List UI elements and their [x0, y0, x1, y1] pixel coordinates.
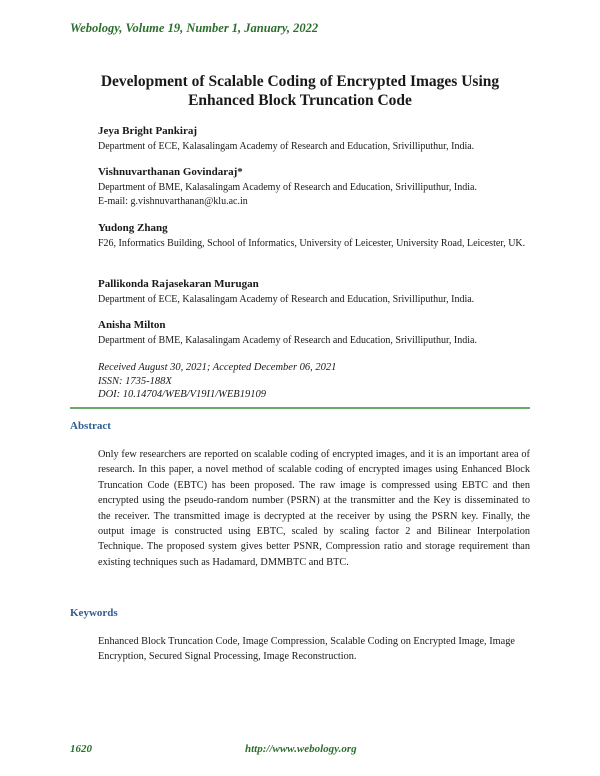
author-block-2: [98, 165, 528, 209]
author-email[interactable]: E-mail: g.vishnuvarthanan@klu.ac.in: [98, 196, 248, 207]
doi: DOI: 10.14704/WEB/V19I1/WEB19109: [98, 389, 266, 400]
author-block-3: [98, 221, 528, 251]
author-name: Yudong Zhang: [98, 222, 168, 234]
paper-title-line-2: Enhanced Block Truncation Code: [188, 92, 412, 109]
section-divider: [70, 407, 530, 409]
paper-title-line-1: Development of Scalable Coding of Encrypted Images Using: [100, 73, 500, 90]
keywords-text: Enhanced Block Truncation Code, Image Compression, Scalable Coding on Encrypted Image, Image Encryption, Secured Signal Processing, Image Reconstruction.: [98, 636, 515, 663]
page-number: 1620: [70, 743, 92, 755]
publication-meta: [98, 361, 336, 402]
author-affiliation: Department of BME, Kalasalingam Academy of Research and Education, Srivilliputhur, India.: [98, 182, 477, 193]
author-affiliation: Department of ECE, Kalasalingam Academy of Research and Education, Srivilliputhur, India.: [98, 141, 475, 152]
paper-title: [60, 72, 540, 110]
footer-url[interactable]: http://www.webology.org: [245, 743, 357, 755]
author-name: Anisha Milton: [98, 319, 166, 331]
issn: ISSN: 1735-188X: [98, 375, 172, 387]
author-block-4: [98, 277, 528, 307]
author-name: Vishnuvarthanan Govindaraj*: [98, 166, 243, 178]
abstract-text: Only few researchers are reported on scalable coding of encrypted images, and it is an important area of research. In this paper, a novel method of scalable coding of encrypted images using Enhanced Block Truncation Code (EBTC) has been proposed. The raw image is compressed using EBTC and then encrypted using the pseudo-random number (PSRN) at the transmitter and the Key is disseminated to the receiver. The transmitted image is decrypted at the receiver by using the PSRN key. Finally, the output image is constructed using EBTC, scaled by scaling factor 2 and Bilinear Interpolation Technique. The proposed system gives better PSNR, Compression ratio and storage requirement than existing techniques such as Hadamard, DMMBTC and BTC.: [98, 449, 530, 568]
received-accepted-dates: Received August 30, 2021; Accepted December 06, 2021: [98, 362, 337, 373]
abstract-heading: Abstract: [70, 420, 111, 432]
journal-header: Webology, Volume 19, Number 1, January, 2022: [70, 21, 319, 35]
author-name: Pallikonda Rajasekaran Murugan: [98, 278, 259, 290]
author-block-1: [98, 124, 528, 154]
author-affiliation: Department of ECE, Kalasalingam Academy of Research and Education, Srivilliputhur, India.: [98, 294, 475, 305]
keywords-heading: Keywords: [70, 607, 118, 619]
author-affiliation: F26, Informatics Building, School of Informatics, University of Leicester, University Road, Leicester, UK.: [98, 238, 526, 249]
author-affiliation: Department of BME, Kalasalingam Academy of Research and Education, Srivilliputhur, India.: [98, 335, 477, 346]
author-name: Jeya Bright Pankiraj: [98, 125, 197, 137]
author-block-5: [98, 318, 528, 348]
